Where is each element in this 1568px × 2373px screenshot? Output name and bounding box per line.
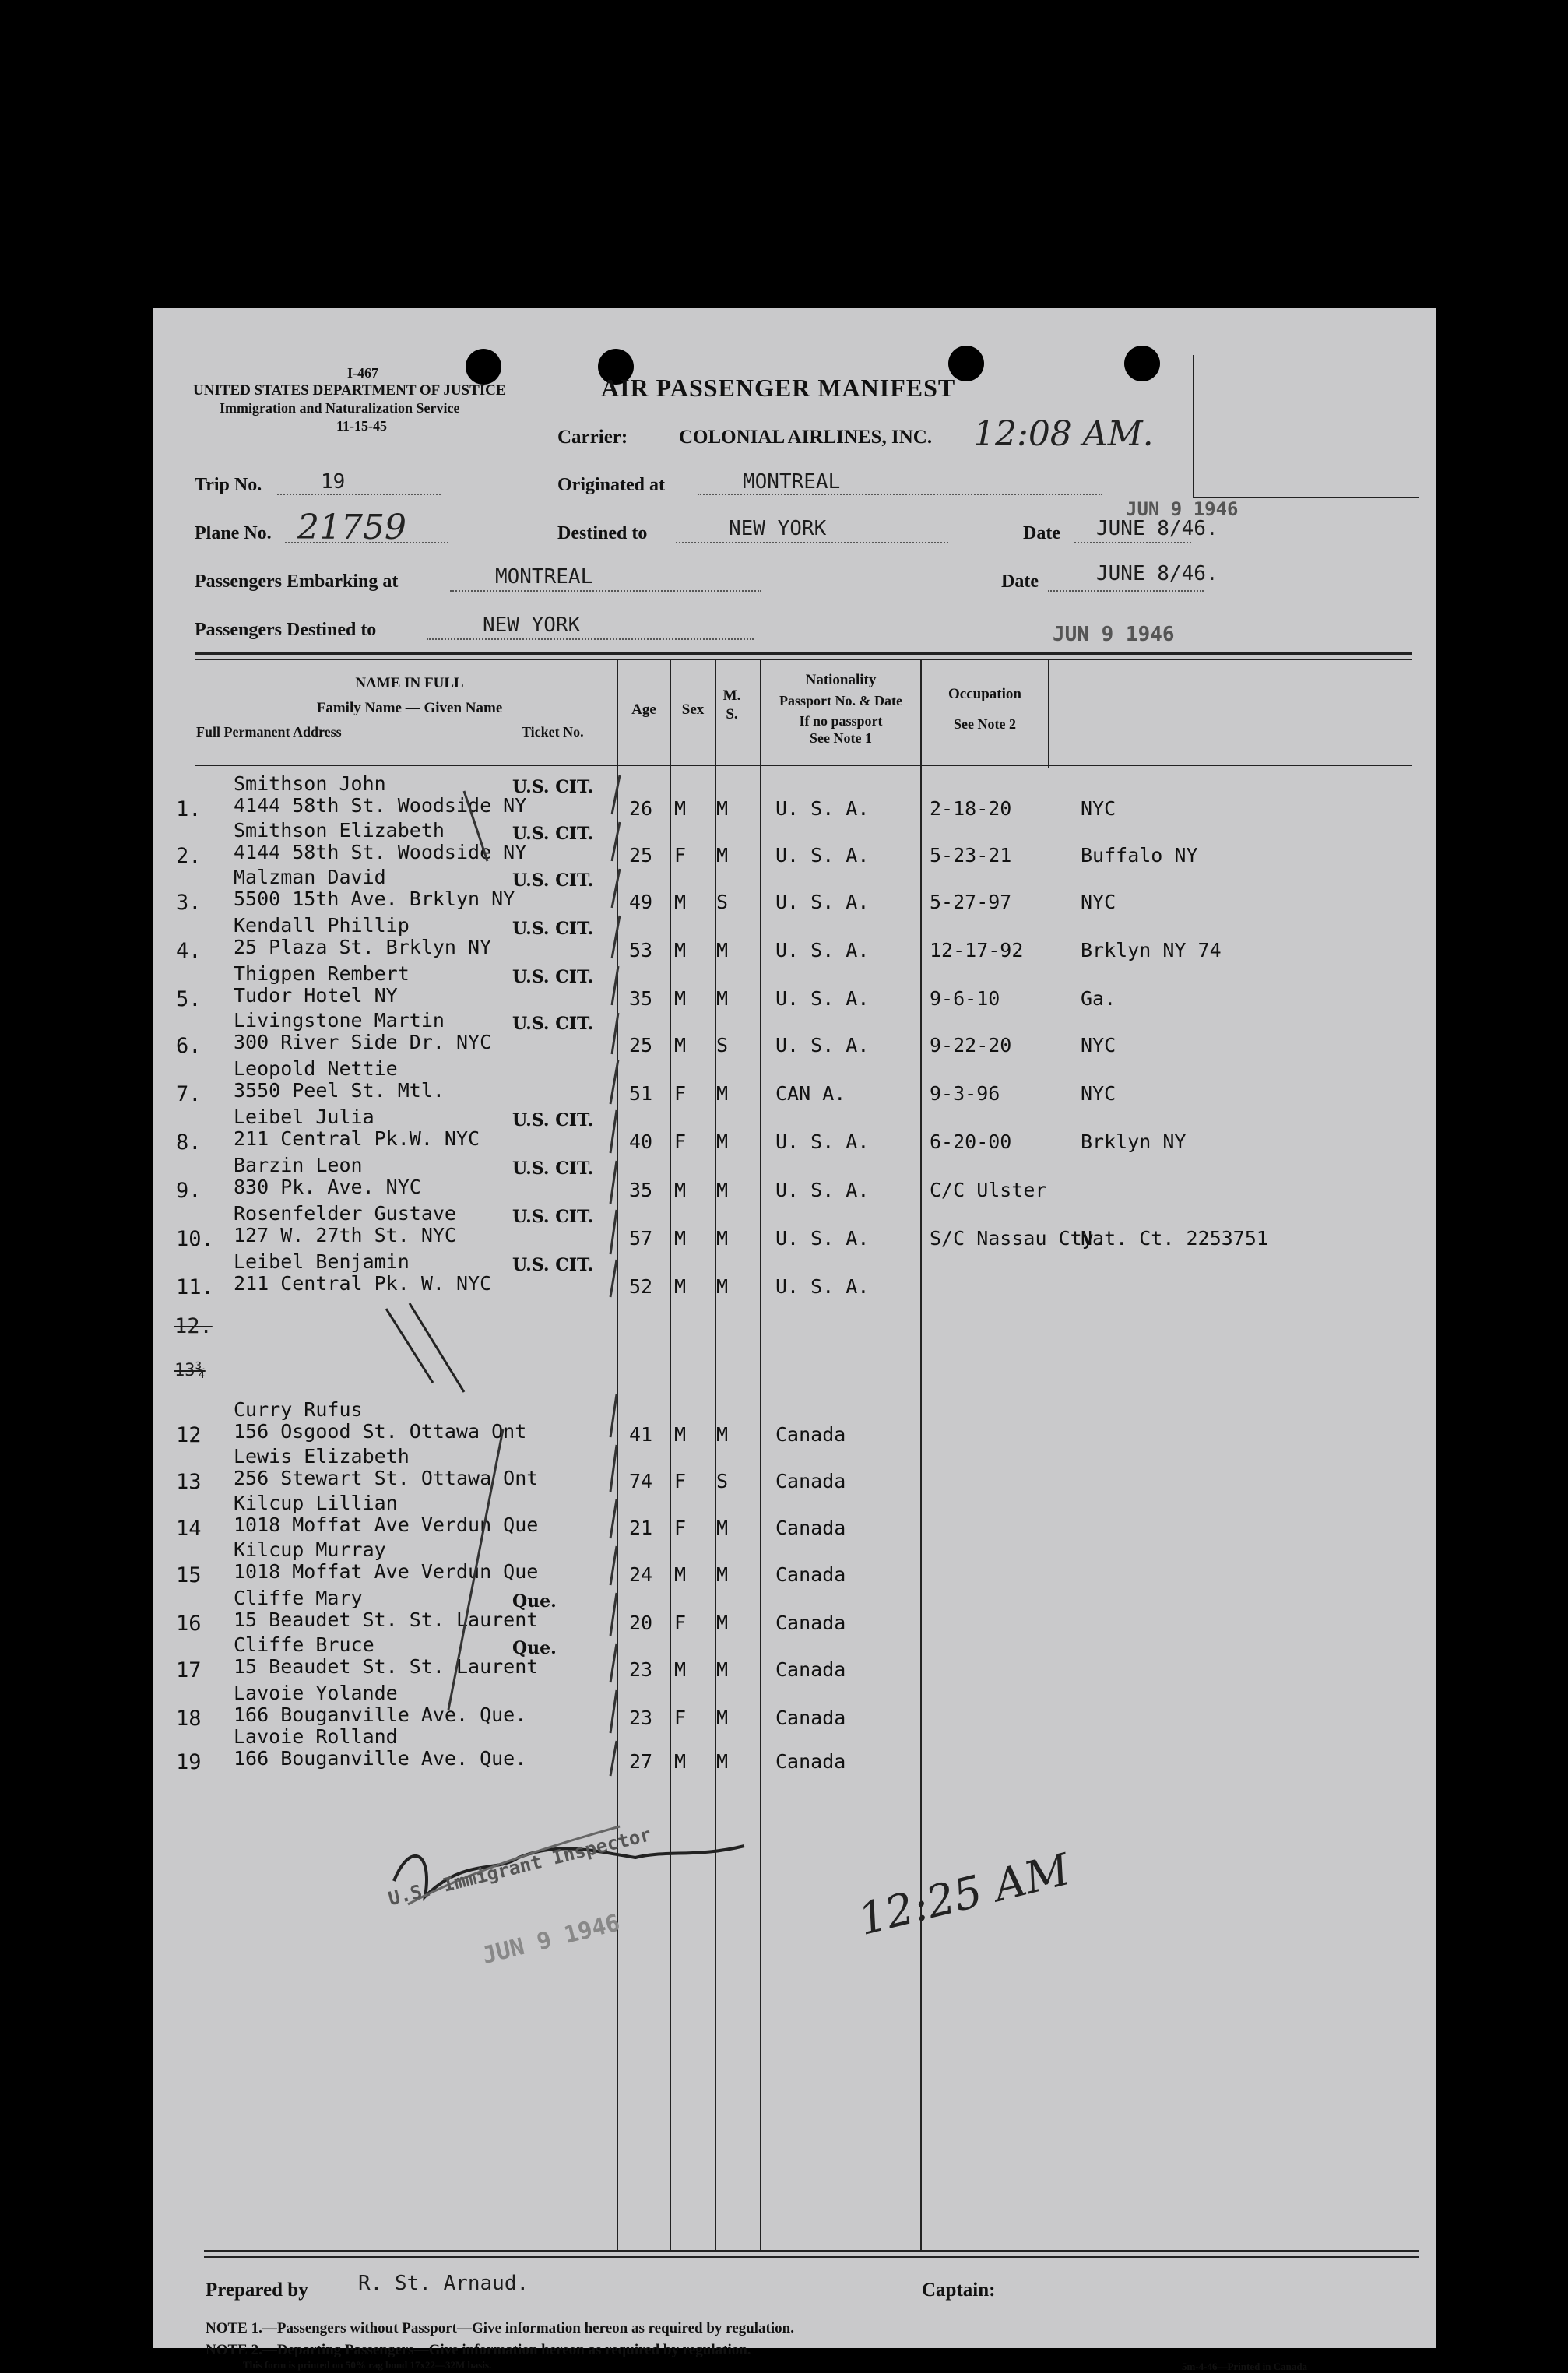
passenger-occupation: 5-23-21 xyxy=(930,844,1012,867)
carrier-time-note: 12:08 AM. xyxy=(973,414,1154,454)
passenger-name: Kendall Phillip xyxy=(234,914,410,937)
passenger-sex: F xyxy=(674,1082,687,1105)
header-ticket: Ticket No. xyxy=(522,724,584,740)
header-sex: Sex xyxy=(681,701,705,718)
passenger-sex: M xyxy=(674,891,687,913)
passenger-sex: F xyxy=(674,844,687,867)
passenger-age: 27 xyxy=(629,1750,653,1773)
struck-row-number-13: 13¾ xyxy=(174,1361,206,1380)
passenger-sex: M xyxy=(674,1227,687,1250)
passenger-nationality: U. S. A. xyxy=(775,1227,870,1250)
citizenship-note: Que. xyxy=(512,1591,557,1612)
passenger-occupation: 9-3-96 xyxy=(930,1082,1000,1105)
passenger-nationality: Canada xyxy=(775,1563,846,1586)
passenger-nationality: U. S. A. xyxy=(775,1034,870,1056)
date-label-2: Date xyxy=(1001,571,1039,592)
passenger-marital-status: S xyxy=(716,1034,729,1056)
citizenship-note: U.S. CIT. xyxy=(512,777,594,797)
note-2-text: NOTE 2.—Departing Passengers—Give information hereon as required by regulation. xyxy=(206,2342,751,2358)
passenger-name: Curry Rufus xyxy=(234,1398,363,1421)
passenger-marital-status: S xyxy=(716,1470,729,1492)
trip-no-label: Trip No. xyxy=(195,475,262,495)
received-stamp-top: JUN 9 1946 xyxy=(1126,498,1239,520)
passenger-sex: F xyxy=(674,1470,687,1492)
passenger-age: 23 xyxy=(629,1707,653,1729)
passenger-sex: F xyxy=(674,1517,687,1539)
inspector-stamp-date: JUN 9 1946 xyxy=(480,1909,623,1970)
passenger-address: 5500 15th Ave. Brklyn NY xyxy=(234,888,515,910)
passenger-name: Thigpen Rembert xyxy=(234,962,410,985)
passenger-name: Lewis Elizabeth xyxy=(234,1445,410,1468)
header-name-sub: Family Name — Given Name xyxy=(316,700,503,716)
passenger-address: 4144 58th St. Woodside NY xyxy=(234,841,527,863)
passenger-nationality: U. S. A. xyxy=(775,844,870,867)
passenger-name: Smithson John xyxy=(234,772,386,795)
passenger-marital-status: M xyxy=(716,1750,729,1773)
passenger-nationality: U. S. A. xyxy=(775,987,870,1010)
header-if-no-passport: If no passport xyxy=(799,713,883,729)
passenger-address: Tudor Hotel NY xyxy=(234,984,398,1007)
form-title: AIR PASSENGER MANIFEST xyxy=(601,374,956,402)
passenger-nationality: Canada xyxy=(775,1470,846,1492)
passenger-marital-status: M xyxy=(716,844,729,867)
arrival-time-note: 12:25 AM xyxy=(853,1844,1075,1946)
passenger-occupation: 9-22-20 xyxy=(930,1034,1012,1056)
passenger-name: Malzman David xyxy=(234,866,386,888)
passenger-nationality: U. S. A. xyxy=(775,1179,870,1201)
passenger-marital-status: M xyxy=(716,1082,729,1105)
citizenship-note: Que. xyxy=(512,1638,557,1658)
passenger-sex: M xyxy=(674,1423,687,1446)
carrier-label: Carrier: xyxy=(557,427,628,448)
passenger-nationality: Canada xyxy=(775,1658,846,1681)
row-number: 9. xyxy=(176,1179,202,1203)
passenger-extra: NYC xyxy=(1081,1034,1116,1056)
passenger-sex: M xyxy=(674,987,687,1010)
carrier-value: COLONIAL AIRLINES, INC. xyxy=(679,427,933,448)
passenger-nationality: U. S. A. xyxy=(775,1275,870,1298)
form-date: 11-15-45 xyxy=(336,418,387,434)
prepared-by-value: R. St. Arnaud. xyxy=(358,2272,529,2295)
row-number: 5. xyxy=(176,987,202,1011)
received-stamp-mid: JUN 9 1946 xyxy=(1053,623,1175,646)
passenger-age: 74 xyxy=(629,1470,653,1492)
row-number: 7. xyxy=(176,1082,202,1106)
row-number: 14 xyxy=(176,1517,202,1541)
passenger-occupation: C/C Ulster xyxy=(930,1179,1047,1201)
passenger-marital-status: S xyxy=(716,891,729,913)
passenger-sex: M xyxy=(674,1658,687,1681)
passenger-sex: M xyxy=(674,1034,687,1056)
passenger-name: Lavoie Yolande xyxy=(234,1682,398,1704)
row-number: 10. xyxy=(176,1227,214,1251)
row-number: 12 xyxy=(176,1423,202,1447)
passenger-sex: M xyxy=(674,1275,687,1298)
passenger-address: 166 Bouganville Ave. Que. xyxy=(234,1703,527,1726)
header-age: Age xyxy=(631,701,656,718)
header-name: NAME IN FULL xyxy=(355,675,464,691)
department-name: UNITED STATES DEPARTMENT OF JUSTICE xyxy=(193,382,506,399)
passenger-marital-status: M xyxy=(716,1423,729,1446)
date-destined-value: JUNE 8/46. xyxy=(1096,517,1218,540)
passenger-address: 15 Beaudet St. St. Laurent xyxy=(234,1608,539,1631)
citizenship-note: U.S. CIT. xyxy=(512,1207,594,1227)
passenger-nationality: Canada xyxy=(775,1750,846,1773)
passenger-sex: F xyxy=(674,1707,687,1729)
passenger-sex: M xyxy=(674,1563,687,1586)
row-number: 3. xyxy=(176,891,202,915)
passenger-nationality: Canada xyxy=(775,1517,846,1539)
passenger-address: 256 Stewart St. Ottawa Ont xyxy=(234,1467,539,1489)
passenger-sex: M xyxy=(674,1750,687,1773)
header-address-sub: Full Permanent Address xyxy=(196,724,342,740)
passenger-address: 211 Central Pk.W. NYC xyxy=(234,1127,480,1150)
inspector-marks xyxy=(153,308,1436,2301)
originated-at-label: Originated at xyxy=(557,475,665,495)
embarking-at-label: Passengers Embarking at xyxy=(195,571,399,592)
citizenship-note: U.S. CIT. xyxy=(512,967,594,987)
passenger-marital-status: M xyxy=(716,1227,729,1250)
passenger-marital-status: M xyxy=(716,1707,729,1729)
passenger-name: Lavoie Rolland xyxy=(234,1725,398,1748)
passenger-address: 1018 Moffat Ave Verdun Que xyxy=(234,1560,539,1583)
passenger-address: 300 River Side Dr. NYC xyxy=(234,1031,492,1053)
passenger-marital-status: M xyxy=(716,1612,729,1634)
table-bottom-rule xyxy=(204,2250,1419,2252)
citizenship-note: U.S. CIT. xyxy=(512,870,594,891)
passenger-occupation: 6-20-00 xyxy=(930,1130,1012,1153)
print-info: 5m-4-46—Printed in Canada xyxy=(1182,2361,1308,2372)
passenger-nationality: U. S. A. xyxy=(775,1130,870,1153)
prepared-by-label: Prepared by xyxy=(206,2280,308,2301)
originated-at-value: MONTREAL xyxy=(743,470,841,494)
passenger-occupation: 2-18-20 xyxy=(930,797,1012,820)
row-number: 16 xyxy=(176,1612,202,1636)
passenger-extra: Brklyn NY 74 xyxy=(1081,939,1222,962)
row-number: 6. xyxy=(176,1034,202,1058)
embarking-at-value: MONTREAL xyxy=(495,565,593,589)
passenger-age: 35 xyxy=(629,1179,653,1201)
passenger-age: 40 xyxy=(629,1130,653,1153)
citizenship-note: U.S. CIT. xyxy=(512,1110,594,1130)
date-label-1: Date xyxy=(1023,523,1060,543)
passenger-age: 25 xyxy=(629,844,653,867)
citizenship-note: U.S. CIT. xyxy=(512,919,594,939)
passenger-age: 53 xyxy=(629,939,653,962)
paper-info: This form is printed on 50% rag bond 17x22—32M basis. xyxy=(243,2359,492,2371)
passenger-age: 52 xyxy=(629,1275,653,1298)
citizenship-note: U.S. CIT. xyxy=(512,1014,594,1034)
passenger-name: Rosenfelder Gustave xyxy=(234,1202,456,1225)
struck-row-number-12: 12. xyxy=(174,1314,213,1338)
passenger-address: 4144 58th St. Woodside NY xyxy=(234,794,527,817)
passenger-marital-status: M xyxy=(716,797,729,820)
passenger-occupation: S/C Nassau Cty. xyxy=(930,1227,1106,1250)
passenger-marital-status: M xyxy=(716,939,729,962)
passenger-extra: Buffalo NY xyxy=(1081,844,1198,867)
passenger-extra: Nat. Ct. 2253751 xyxy=(1081,1227,1268,1250)
passenger-address: 211 Central Pk. W. NYC xyxy=(234,1272,492,1295)
plane-no-label: Plane No. xyxy=(195,523,272,543)
passenger-age: 21 xyxy=(629,1517,653,1539)
passenger-age: 24 xyxy=(629,1563,653,1586)
row-number: 18 xyxy=(176,1707,202,1731)
captain-label: Captain: xyxy=(922,2280,996,2301)
passenger-age: 49 xyxy=(629,891,653,913)
passenger-age: 41 xyxy=(629,1423,653,1446)
row-number: 11. xyxy=(176,1275,214,1299)
passenger-name: Kilcup Lillian xyxy=(234,1492,398,1514)
passenger-address: 15 Beaudet St. St. Laurent xyxy=(234,1655,539,1678)
passenger-name: Leibel Benjamin xyxy=(234,1250,410,1273)
passenger-age: 51 xyxy=(629,1082,653,1105)
table-bottom-rule-2 xyxy=(204,2256,1419,2258)
passenger-age: 26 xyxy=(629,797,653,820)
header-nationality: Nationality xyxy=(805,672,877,688)
header-see-note-2: See Note 2 xyxy=(954,716,1016,732)
plane-no-value: 21759 xyxy=(297,508,406,547)
passenger-nationality: Canada xyxy=(775,1612,846,1634)
row-number: 19 xyxy=(176,1750,202,1774)
passenger-nationality: U. S. A. xyxy=(775,939,870,962)
passenger-sex: M xyxy=(674,939,687,962)
passenger-nationality: U. S. A. xyxy=(775,891,870,913)
passenger-extra: NYC xyxy=(1081,891,1116,913)
inspector-stamp: U.S. Immigrant Inspector xyxy=(386,1823,654,1911)
passenger-address: 3550 Peel St. Mtl. xyxy=(234,1079,445,1102)
passengers-destined-value: NEW YORK xyxy=(483,613,581,637)
passenger-extra: NYC xyxy=(1081,797,1116,820)
row-number: 8. xyxy=(176,1130,202,1155)
passenger-name: Cliffe Bruce xyxy=(234,1633,374,1656)
passenger-age: 25 xyxy=(629,1034,653,1056)
passengers-destined-label: Passengers Destined to xyxy=(195,620,377,640)
passenger-sex: M xyxy=(674,797,687,820)
passenger-extra: NYC xyxy=(1081,1082,1116,1105)
row-number: 2. xyxy=(176,844,202,868)
note-1-text: NOTE 1.—Passengers without Passport—Give information hereon as required by regulation. xyxy=(206,2320,794,2336)
service-name: Immigration and Naturalization Service xyxy=(220,400,460,416)
passenger-marital-status: M xyxy=(716,1130,729,1153)
passenger-marital-status: M xyxy=(716,987,729,1010)
citizenship-note: U.S. CIT. xyxy=(512,1255,594,1275)
passenger-marital-status: M xyxy=(716,1275,729,1298)
passenger-address: 127 W. 27th St. NYC xyxy=(234,1224,456,1246)
destined-to-value: NEW YORK xyxy=(729,517,827,540)
passenger-nationality: Canada xyxy=(775,1707,846,1729)
header-ms: M. S. xyxy=(722,687,741,722)
passenger-marital-status: M xyxy=(716,1658,729,1681)
passenger-nationality: Canada xyxy=(775,1423,846,1446)
passenger-name: Kilcup Murray xyxy=(234,1538,386,1561)
passenger-extra: Brklyn NY xyxy=(1081,1130,1187,1153)
header-occupation: Occupation xyxy=(948,686,1021,702)
passenger-marital-status: M xyxy=(716,1517,729,1539)
row-number: 17 xyxy=(176,1658,202,1682)
passenger-marital-status: M xyxy=(716,1179,729,1201)
passenger-sex: F xyxy=(674,1612,687,1634)
passenger-sex: M xyxy=(674,1179,687,1201)
manifest-form xyxy=(153,308,1436,2372)
passenger-sex: F xyxy=(674,1130,687,1153)
date-embarking-value: JUNE 8/46. xyxy=(1096,562,1218,585)
passenger-name: Leibel Julia xyxy=(234,1106,374,1128)
passenger-name: Cliffe Mary xyxy=(234,1587,363,1609)
header-see-note-1: See Note 1 xyxy=(810,730,872,746)
form-number: I-467 xyxy=(347,365,378,381)
passenger-age: 57 xyxy=(629,1227,653,1250)
passenger-occupation: 9-6-10 xyxy=(930,987,1000,1010)
passenger-age: 20 xyxy=(629,1612,653,1634)
row-number: 13 xyxy=(176,1470,202,1494)
trip-no-value: 19 xyxy=(321,470,346,494)
passenger-address: 156 Osgood St. Ottawa Ont xyxy=(234,1420,527,1443)
passenger-age: 23 xyxy=(629,1658,653,1681)
passenger-name: Barzin Leon xyxy=(234,1154,363,1176)
citizenship-note: U.S. CIT. xyxy=(512,1158,594,1179)
passenger-address: 25 Plaza St. Brklyn NY xyxy=(234,936,492,958)
passenger-address: 1018 Moffat Ave Verdun Que xyxy=(234,1513,539,1536)
citizenship-note: U.S. CIT. xyxy=(512,824,594,844)
passenger-occupation: 5-27-97 xyxy=(930,891,1012,913)
row-number: 15 xyxy=(176,1563,202,1587)
passenger-name: Leopold Nettie xyxy=(234,1057,398,1080)
passenger-address: 166 Bouganville Ave. Que. xyxy=(234,1747,527,1770)
passenger-nationality: CAN A. xyxy=(775,1082,846,1105)
row-number: 4. xyxy=(176,939,202,963)
header-passport: Passport No. & Date xyxy=(779,693,902,708)
passenger-extra: Ga. xyxy=(1081,987,1116,1010)
passenger-address: 830 Pk. Ave. NYC xyxy=(234,1176,421,1198)
passenger-age: 35 xyxy=(629,987,653,1010)
passenger-nationality: U. S. A. xyxy=(775,797,870,820)
passenger-occupation: 12-17-92 xyxy=(930,939,1024,962)
passenger-name: Livingstone Martin xyxy=(234,1009,445,1032)
destined-to-label: Destined to xyxy=(557,523,648,543)
passenger-name: Smithson Elizabeth xyxy=(234,819,445,842)
passenger-marital-status: M xyxy=(716,1563,729,1586)
row-number: 1. xyxy=(176,797,202,821)
